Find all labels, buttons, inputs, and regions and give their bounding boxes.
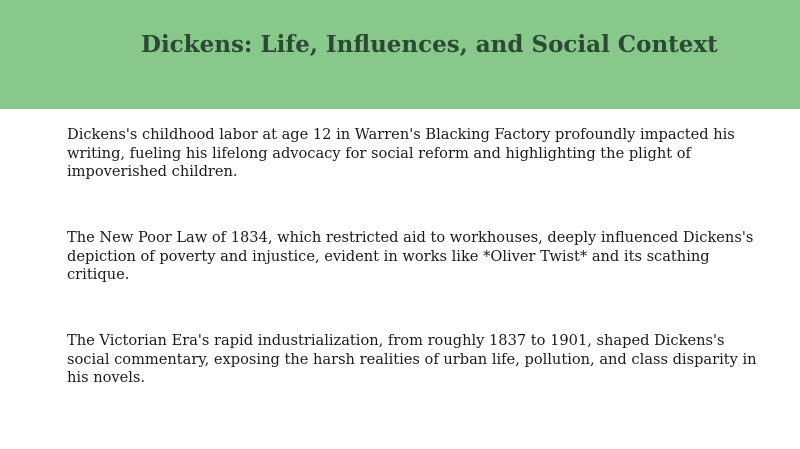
slide-title: Dickens: Life, Influences, and Social Context [141, 31, 718, 58]
paragraph-childhood-labor: Dickens's childhood labor at age 12 in Warren's Blacking Factory profoundly impacted his writing, fueling his lifelong advocacy for social reform and highlighting the plight of impoverished children. [67, 126, 735, 180]
paragraph-victorian-era: The Victorian Era's rapid industrialization, from roughly 1837 to 1901, shaped Dickens's social commentary, exposing the harsh realities of urban life, pollution, and class disparity in his novels. [67, 332, 757, 386]
paragraph-poor-law: The New Poor Law of 1834, which restricted aid to workhouses, deeply influenced Dickens's depiction of poverty and injustice, evident in works like *Oliver Twist* and its scathing critique. [67, 229, 754, 283]
